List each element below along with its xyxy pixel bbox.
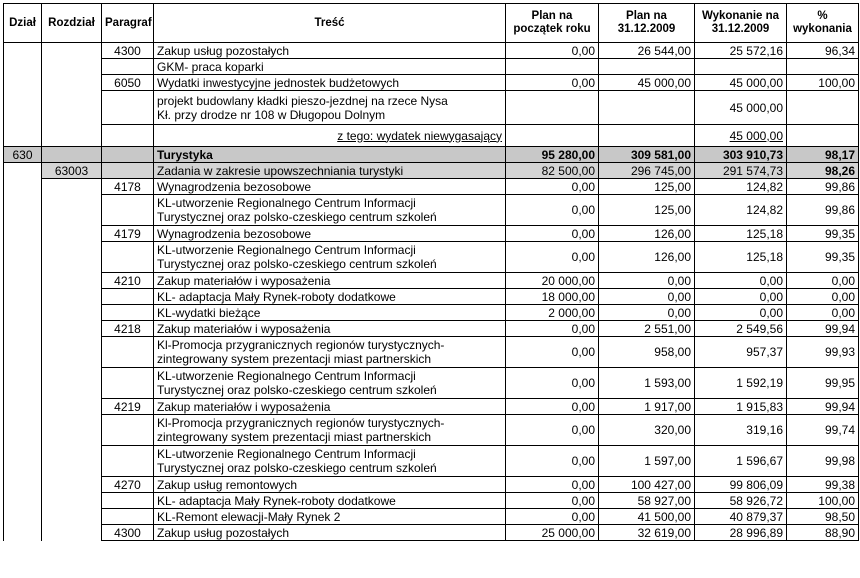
tresc-cell: Wynagrodzenia bezosobowe [154, 179, 506, 195]
table-row [4, 125, 859, 147]
plan-start-cell: 0,00 [506, 226, 599, 242]
plan-end-cell: 296 745,00 [599, 163, 695, 179]
procent-cell: 99,74 [787, 415, 859, 446]
tresc-cell: KL- adaptacja Mały Rynek-roboty dodatkowe [154, 493, 506, 509]
tresc-cell: Zakup materiałów i wyposażenia [154, 273, 506, 289]
plan-start-cell: 0,00 [506, 179, 599, 195]
plan-start-cell: 0,00 [506, 415, 599, 446]
plan-end-cell: 320,00 [599, 415, 695, 446]
plan-end-cell: 125,00 [599, 195, 695, 226]
plan-start-cell: 0,00 [506, 368, 599, 399]
rozdzial-cell: 63003 [42, 163, 102, 179]
tresc-cell: Turystyka [154, 147, 506, 163]
paragraf-cell: 4270 [102, 477, 154, 493]
wykonanie-cell: 303 910,73 [695, 147, 787, 163]
paragraf-cell: 4300 [102, 525, 154, 541]
tresc-cell [154, 337, 506, 368]
plan-start-cell: 0,00 [506, 509, 599, 525]
plan-end-cell: 45 000,00 [599, 75, 695, 91]
table-row [4, 195, 859, 226]
table-row [4, 242, 859, 273]
plan-end-cell: 0,00 [599, 273, 695, 289]
wykonanie-cell: 28 996,89 [695, 525, 787, 541]
paragraf-cell: 4210 [102, 273, 154, 289]
tresc-line-2: zintegrowany system prezentacji miast partnerskich [157, 352, 432, 366]
procent-cell: 99,35 [787, 242, 859, 273]
wykonanie-cell: 125,18 [695, 226, 787, 242]
procent-cell: 99,94 [787, 321, 859, 337]
plan-end-cell: 126,00 [599, 242, 695, 273]
plan-start-cell: 0,00 [506, 242, 599, 273]
paragraf-cell: 4219 [102, 399, 154, 415]
procent-cell: 0,00 [787, 305, 859, 321]
dzial-cell: 630 [4, 147, 42, 163]
plan-start-cell: 82 500,00 [506, 163, 599, 179]
col-header-plan-koniec: Plan na 31.12.2009 [599, 4, 695, 43]
procent-cell: 98,17 [787, 147, 859, 163]
tresc-cell: Zadania w zakresie upowszechniania turystyki [154, 163, 506, 179]
table-row [4, 399, 859, 415]
wykonanie-cell: 0,00 [695, 305, 787, 321]
tresc-cell [154, 415, 506, 446]
procent-cell: 100,00 [787, 493, 859, 509]
tresc-line-2: Turystycznej oraz polsko-czeskiego centrum szkoleń [157, 257, 437, 271]
procent-cell: 98,50 [787, 509, 859, 525]
plan-start-cell: 0,00 [506, 43, 599, 59]
wykonanie-cell: 0,00 [695, 273, 787, 289]
procent-cell: 0,00 [787, 289, 859, 305]
tresc-cell [154, 446, 506, 477]
plan-end-cell: 126,00 [599, 226, 695, 242]
plan-start-cell: 18 000,00 [506, 289, 599, 305]
table-row [4, 446, 859, 477]
col-header-rozdzial: Rozdział [42, 4, 102, 43]
budget-table [3, 3, 859, 541]
plan-end-cell: 0,00 [599, 305, 695, 321]
wykonanie-cell: 1 596,67 [695, 446, 787, 477]
plan-end-cell: 32 619,00 [599, 525, 695, 541]
plan-start-cell: 0,00 [506, 195, 599, 226]
paragraf-cell: 4178 [102, 179, 154, 195]
plan-end-cell: 1 593,00 [599, 368, 695, 399]
plan-start-cell: 0,00 [506, 321, 599, 337]
table-row [4, 368, 859, 399]
wykonanie-cell: 957,37 [695, 337, 787, 368]
col-header-procent: % wykonania [787, 4, 859, 43]
table-row [4, 305, 859, 321]
tresc-line-1: KL-utworzenie Regionalnego Centrum Informacji [157, 196, 416, 210]
tresc-line-2: zintegrowany system prezentacji miast partnerskich [157, 430, 432, 444]
tresc-cell: KL-wydatki bieżące [154, 305, 506, 321]
table-row [4, 525, 859, 541]
plan-end-cell: 0,00 [599, 289, 695, 305]
plan-end-cell: 58 927,00 [599, 493, 695, 509]
table-row [4, 477, 859, 493]
procent-cell: 88,90 [787, 525, 859, 541]
procent-cell: 99,98 [787, 446, 859, 477]
paragraf-cell: 4179 [102, 226, 154, 242]
tresc-cell: GKM- praca koparki [154, 59, 506, 75]
procent-cell: 98,26 [787, 163, 859, 179]
wykonanie-cell: 125,18 [695, 242, 787, 273]
wykonanie-cell: 45 000,00 [695, 91, 787, 125]
table-row [4, 289, 859, 305]
tresc-cell: Zakup materiałów i wyposażenia [154, 321, 506, 337]
tresc-cell: Zakup materiałów i wyposażenia [154, 399, 506, 415]
procent-cell: 99,86 [787, 179, 859, 195]
procent-cell: 99,95 [787, 368, 859, 399]
wykonanie-cell: 124,82 [695, 179, 787, 195]
wykonanie-cell: 40 879,37 [695, 509, 787, 525]
tresc-cell: KL-Remont elewacji-Mały Rynek 2 [154, 509, 506, 525]
col-header-dzial: Dział [4, 4, 42, 43]
table-row [4, 163, 859, 179]
table-row [4, 415, 859, 446]
table-row [4, 43, 859, 59]
tresc-cell [154, 242, 506, 273]
plan-end-cell: 1 917,00 [599, 399, 695, 415]
tresc-line-1: KL-utworzenie Regionalnego Centrum Informacji [157, 369, 416, 383]
plan-end-cell: 26 544,00 [599, 43, 695, 59]
tresc-cell: KL- adaptacja Mały Rynek-roboty dodatkowe [154, 289, 506, 305]
wykonanie-cell: 1 915,83 [695, 399, 787, 415]
table-row [4, 147, 859, 163]
tresc-line-1: KL-utworzenie Regionalnego Centrum Informacji [157, 243, 416, 257]
table-row [4, 91, 859, 125]
col-header-tresc: Treść [154, 4, 506, 43]
tresc-line-1: Kl-Promocja przygranicznych regionów turystycznych- [157, 338, 445, 352]
plan-start-cell: 0,00 [506, 337, 599, 368]
table-row [4, 179, 859, 195]
tresc-line-2: Turystycznej oraz polsko-czeskiego centrum szkoleń [157, 383, 437, 397]
procent-cell: 0,00 [787, 273, 859, 289]
plan-end-cell: 2 551,00 [599, 321, 695, 337]
paragraf-cell: 4218 [102, 321, 154, 337]
niewygasajacy-label: z tego: wydatek niewygasający [337, 128, 502, 143]
table-row [4, 321, 859, 337]
plan-end-cell: 1 597,00 [599, 446, 695, 477]
paragraf-cell: 6050 [102, 75, 154, 91]
table-row [4, 59, 859, 75]
tresc-line-1: KL-utworzenie Regionalnego Centrum Informacji [157, 447, 416, 461]
plan-end-cell: 125,00 [599, 179, 695, 195]
plan-start-cell: 95 280,00 [506, 147, 599, 163]
tresc-cell: Zakup usług remontowych [154, 477, 506, 493]
tresc-cell: Zakup usług pozostałych [154, 525, 506, 541]
wykonanie-cell: 2 549,56 [695, 321, 787, 337]
wykonanie-cell: 291 574,73 [695, 163, 787, 179]
wykonanie-cell: 0,00 [695, 289, 787, 305]
plan-start-cell: 0,00 [506, 399, 599, 415]
tresc-cell [154, 91, 506, 125]
procent-cell: 99,94 [787, 399, 859, 415]
plan-end-cell: 958,00 [599, 337, 695, 368]
procent-cell: 96,34 [787, 43, 859, 59]
plan-start-cell: 0,00 [506, 493, 599, 509]
table-row [4, 273, 859, 289]
wykonanie-value: 45 000,00 [729, 128, 783, 143]
table-row [4, 493, 859, 509]
tresc-cell [154, 195, 506, 226]
plan-start-cell: 2 000,00 [506, 305, 599, 321]
tresc-line-1: projekt budowlany kładki pieszo-jezdnej na rzece Nysa [157, 93, 448, 108]
tresc-line-1: Kl-Promocja przygranicznych regionów turystycznych- [157, 416, 445, 430]
wykonanie-cell: 45 000,00 [695, 75, 787, 91]
col-header-paragraf: Paragraf [102, 4, 154, 43]
col-header-wykonanie: Wykonanie na 31.12.2009 [695, 4, 787, 43]
wykonanie-cell: 1 592,19 [695, 368, 787, 399]
wykonanie-cell: 319,16 [695, 415, 787, 446]
tresc-cell: Wynagrodzenia bezosobowe [154, 226, 506, 242]
plan-end-cell: 41 500,00 [599, 509, 695, 525]
tresc-cell: Zakup usług pozostałych [154, 43, 506, 59]
wykonanie-cell: 124,82 [695, 195, 787, 226]
tresc-line-2: Turystycznej oraz polsko-czeskiego centrum szkoleń [157, 461, 437, 475]
paragraf-cell: 4300 [102, 43, 154, 59]
procent-cell: 99,35 [787, 226, 859, 242]
wykonanie-cell: 25 572,16 [695, 43, 787, 59]
tresc-line-2: Turystycznej oraz polsko-czeskiego centrum szkoleń [157, 210, 437, 224]
wykonanie-cell [695, 125, 787, 147]
plan-start-cell: 0,00 [506, 446, 599, 477]
table-row [4, 75, 859, 91]
procent-cell: 100,00 [787, 75, 859, 91]
plan-start-cell: 25 000,00 [506, 525, 599, 541]
tresc-cell [154, 368, 506, 399]
plan-start-cell: 0,00 [506, 75, 599, 91]
plan-end-cell: 100 427,00 [599, 477, 695, 493]
plan-start-cell: 20 000,00 [506, 273, 599, 289]
tresc-cell [154, 125, 506, 147]
tresc-cell: Wydatki inwestycyjne jednostek budżetowych [154, 75, 506, 91]
plan-start-cell: 0,00 [506, 477, 599, 493]
header-row [4, 4, 859, 43]
tresc-line-2: Kł. przy drodze nr 108 w Długopou Dolnym [157, 107, 386, 122]
plan-end-cell: 309 581,00 [599, 147, 695, 163]
table-row [4, 337, 859, 368]
wykonanie-cell: 99 806,09 [695, 477, 787, 493]
wykonanie-cell: 58 926,72 [695, 493, 787, 509]
table-row [4, 226, 859, 242]
procent-cell: 99,93 [787, 337, 859, 368]
procent-cell: 99,38 [787, 477, 859, 493]
procent-cell: 99,86 [787, 195, 859, 226]
table-row [4, 509, 859, 525]
col-header-plan-poczatek: Plan na początek roku [506, 4, 599, 43]
